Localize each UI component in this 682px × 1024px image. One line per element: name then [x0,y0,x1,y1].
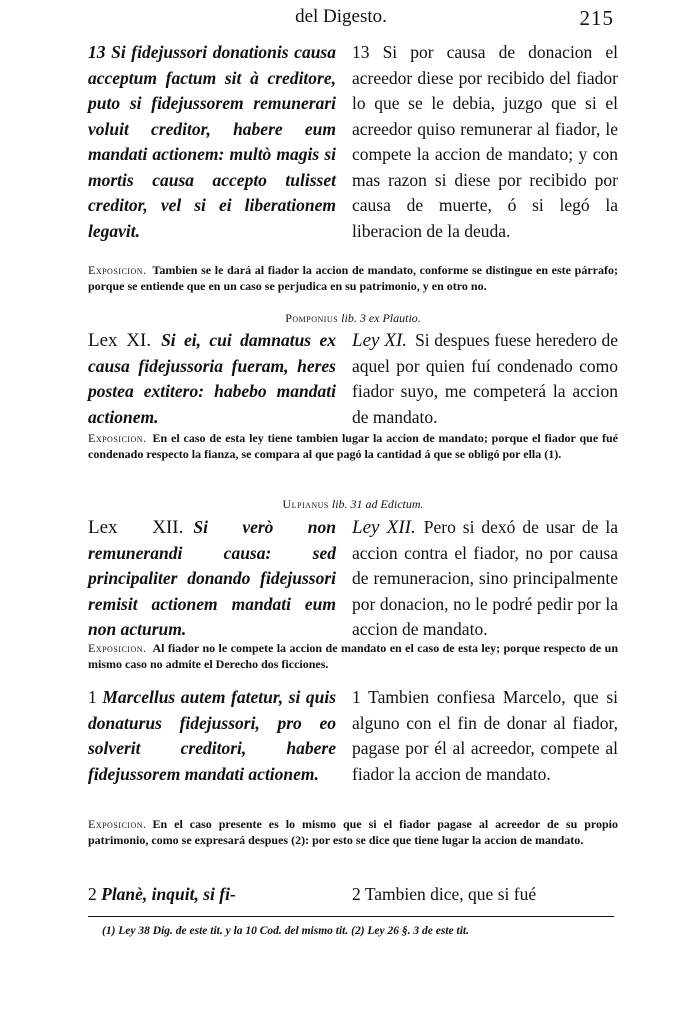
spanish-column [352,882,618,908]
exposicion-1 [88,262,618,294]
latin-column [88,328,336,430]
spanish-column [352,685,618,787]
exposicion-2 [88,430,618,462]
source-citation-1 [88,311,618,326]
lex-12 [88,515,618,639]
exposicion-text: En el caso de esta ley tiene tambien lugar la accion de mandato; porque el fiador que fué condenado respecto la fianza, se compara al que pagó la cantidad á que se obligó por ella (1). [88,431,618,461]
spanish-text: 13 Si por causa de donacion el acreedor diese por recibido del fiador lo que se le debia, juzgo que si el acreedor quiso remunerar al fiador, le compete la accion de mandato; y con mas razon si diese por recibido por causa de muerte, ó si legó la liberacion de la deuda. [352,42,618,241]
exposicion-label: Exposicion. [88,641,147,655]
lex-11 [88,328,618,430]
exposicion-text: En el caso presente es lo mismo que si el fiador pagase al acreedor de su propio patrimonio, como se expresará despues (2): por esto se dice que tiene lugar la accion de mandato. [88,817,618,847]
latin-column [88,40,336,244]
page-number: 215 [579,6,614,30]
spanish-column [352,328,618,430]
ley-number: Ley XII. [352,517,416,538]
ley-number: Ley XI. [352,330,408,351]
section-1 [88,685,618,805]
spanish-text: Tambien confiesa Marcelo, que si alguno con el fin de donar al fiador, pagase por él al acreedor, compete al fiador la accion de mandato. [352,687,618,784]
spanish-text: Tambien dice, que si fué [364,884,537,904]
running-head-title: del Digesto. [295,6,387,27]
source-reference: lib. 3 ex Plautio. [341,311,421,325]
spanish-text: Si despues fuese heredero de aquel por quien fuí condenado como fiador suyo, me competerá la accion de mandato. [352,330,618,427]
spanish-column [352,40,618,244]
footnote: (1) Ley 38 Dig. de este tit. y la 10 Cod. del mismo tit. (2) Ley 26 §. 3 de este tit. [102,925,469,937]
lex-number: Lex XI. [88,330,152,351]
latin-column [88,685,336,787]
exposicion-label: Exposicion. [88,817,147,831]
footnote-rule [88,916,614,917]
exposicion-4 [88,816,618,848]
running-head [0,6,682,34]
source-citation-2 [88,497,618,512]
exposicion-label: Exposicion. [88,431,147,445]
source-author: Pomponius [285,311,339,325]
exposicion-label: Exposicion. [88,263,147,277]
latin-column [88,515,336,643]
source-reference: lib. 31 ad Edictum. [331,497,424,511]
exposicion-text: Al fiador no le compete la accion de mandato en el caso de esta ley; porque respecto de un mismo caso no admite el Derecho dos ficciones. [88,641,618,671]
latin-text: Marcellus autem fatetur, si quis donaturus fidejussori, pro eo solverit creditori, habere fidejussorem mandati actionem. [88,687,337,784]
exposicion-3 [88,640,618,672]
latin-text: Si ei, cui damnatus ex causa fidejussoria fueram, heres postea extitero: habebo mandati actionem. [88,330,336,427]
latin-text: Planè, inquit, si fi- [101,884,236,904]
paragraph-number: 1 [352,687,361,707]
source-author: Ulpianus [282,497,329,511]
section-2 [88,882,618,912]
paragraph-number: 2 [352,884,361,904]
spanish-column [352,515,618,643]
paragraph-number: 1 [88,687,97,707]
section-13 [88,40,618,250]
latin-text: Si verò non remunerandi causa: sed principaliter donando fidejussori remisit actionem mandati eum non acturum. [88,517,336,639]
paragraph-number: 2 [88,884,97,904]
lex-number: Lex XII. [88,517,184,538]
latin-column [88,882,336,908]
latin-text: 13 Si fidejussori donationis causa acceptum factum sit à creditore, puto si fidejussorem remunerari voluit creditor, habere eum mandati actionem: multò magis si mortis causa accepto tulisset creditor, vel si ei liberationem legavit. [88,42,336,241]
spanish-text: Pero si dexó de usar de la accion contra el fiador, no por causa de remuneracion, sino principalmente por donacion, no le podré pedir por la accion de mandato. [352,517,618,639]
exposicion-text: Tambien se le dará al fiador la accion de mandato, conforme se distingue en este párrafo; porque se entiende que en un caso se perjudica en su patrimonio, y en otro no. [88,263,618,293]
